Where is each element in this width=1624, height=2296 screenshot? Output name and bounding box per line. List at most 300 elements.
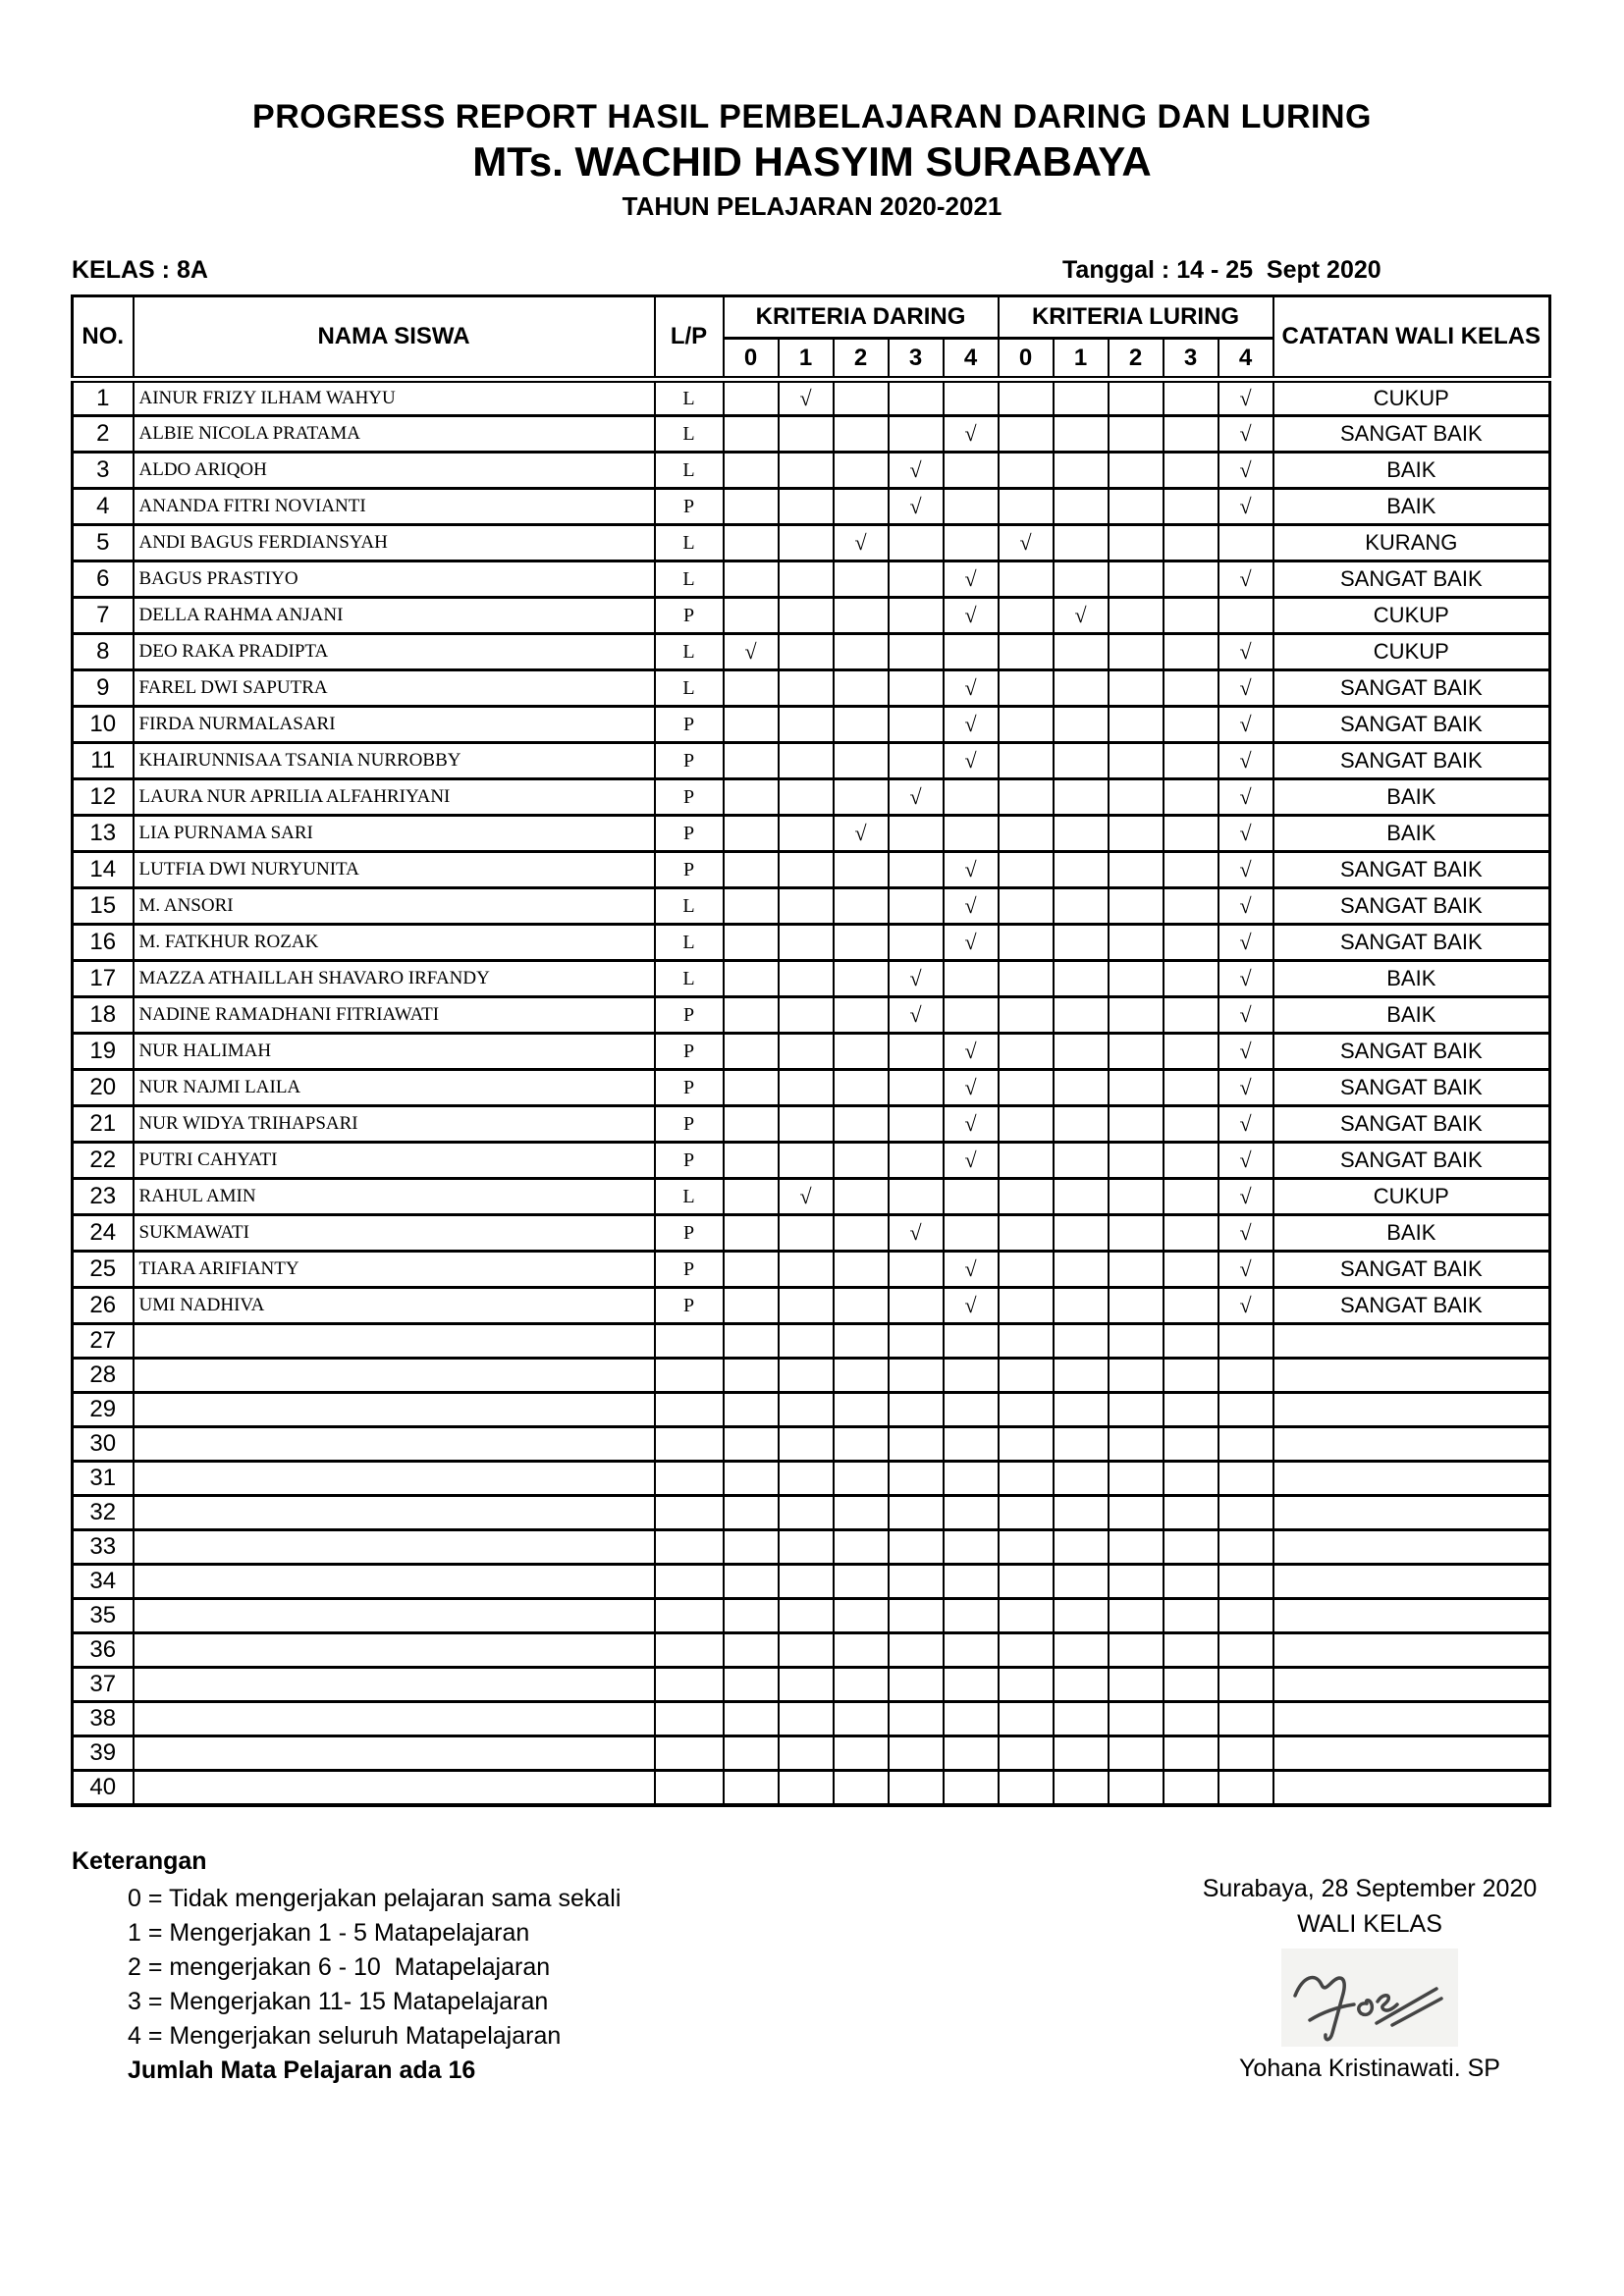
luring-score-cell xyxy=(1164,1736,1218,1771)
daring-score-cell xyxy=(724,489,779,525)
daring-score-cell: √ xyxy=(944,1106,999,1143)
daring-score-cell: √ xyxy=(779,1179,834,1215)
teacher-note-cell xyxy=(1273,1599,1550,1633)
daring-score-cell xyxy=(889,1179,944,1215)
daring-score-cell xyxy=(724,1179,779,1215)
luring-score-cell xyxy=(1164,1359,1218,1393)
luring-score-col-header: 4 xyxy=(1218,339,1273,380)
teacher-note-cell: SANGAT BAIK xyxy=(1273,561,1550,598)
daring-score-cell xyxy=(779,1496,834,1530)
daring-score-cell xyxy=(944,1324,999,1359)
luring-score-cell xyxy=(1164,1179,1218,1215)
gender-cell: P xyxy=(655,1034,724,1070)
daring-score-cell: √ xyxy=(944,416,999,453)
luring-score-cell xyxy=(999,1599,1054,1633)
gender-cell: P xyxy=(655,1106,724,1143)
daring-score-cell xyxy=(724,743,779,779)
gender-cell: L xyxy=(655,416,724,453)
luring-score-cell xyxy=(1054,779,1109,816)
student-name xyxy=(134,1324,655,1359)
daring-score-cell xyxy=(889,1070,944,1106)
table-row xyxy=(73,1736,1550,1771)
luring-score-cell xyxy=(1218,1633,1273,1668)
daring-score-cell xyxy=(779,779,834,816)
daring-score-cell xyxy=(779,743,834,779)
daring-score-cell xyxy=(779,1034,834,1070)
table-row xyxy=(73,1565,1550,1599)
student-name: DELLA RAHMA ANJANI xyxy=(134,598,655,634)
luring-score-cell xyxy=(1164,1565,1218,1599)
teacher-note-cell: SANGAT BAIK xyxy=(1273,1252,1550,1288)
row-number: 3 xyxy=(73,453,134,489)
luring-score-cell xyxy=(1109,670,1164,707)
daring-score-cell xyxy=(779,1252,834,1288)
luring-score-cell xyxy=(999,1324,1054,1359)
daring-score-cell xyxy=(834,598,889,634)
luring-score-cell xyxy=(999,489,1054,525)
col-header-nama: NAMA SISWA xyxy=(134,296,655,380)
daring-score-col-header: 2 xyxy=(834,339,889,380)
daring-score-cell xyxy=(889,1496,944,1530)
luring-score-cell xyxy=(999,1106,1054,1143)
luring-score-cell xyxy=(999,1771,1054,1805)
luring-score-cell xyxy=(999,1215,1054,1252)
daring-score-cell xyxy=(779,1462,834,1496)
luring-score-cell xyxy=(1109,525,1164,561)
daring-score-cell xyxy=(889,1393,944,1427)
col-header-lp: L/P xyxy=(655,296,724,380)
luring-score-col-header: 3 xyxy=(1164,339,1218,380)
luring-score-cell xyxy=(999,888,1054,925)
luring-score-cell xyxy=(1164,852,1218,888)
daring-score-cell xyxy=(724,1427,779,1462)
luring-score-cell xyxy=(999,816,1054,852)
daring-score-cell xyxy=(944,1496,999,1530)
daring-score-cell xyxy=(724,416,779,453)
table-row xyxy=(73,1106,1550,1143)
daring-score-cell xyxy=(834,453,889,489)
student-name xyxy=(134,1496,655,1530)
luring-score-cell xyxy=(1109,1565,1164,1599)
date-range-label: Tanggal : 14 - 25 Sept 2020 xyxy=(1062,256,1381,284)
luring-score-cell xyxy=(999,1565,1054,1599)
daring-score-cell xyxy=(834,1668,889,1702)
row-number: 16 xyxy=(73,925,134,961)
daring-score-cell xyxy=(834,707,889,743)
gender-cell: P xyxy=(655,779,724,816)
luring-score-cell xyxy=(1164,1496,1218,1530)
luring-score-cell xyxy=(1109,852,1164,888)
gender-cell xyxy=(655,1702,724,1736)
daring-score-cell xyxy=(779,561,834,598)
daring-score-cell xyxy=(889,1771,944,1805)
row-number: 24 xyxy=(73,1215,134,1252)
luring-score-cell: √ xyxy=(1218,1034,1273,1070)
luring-score-cell xyxy=(1054,1034,1109,1070)
luring-score-cell xyxy=(1109,961,1164,997)
legend-block xyxy=(72,1847,621,2088)
luring-score-cell xyxy=(1054,453,1109,489)
teacher-note-cell: BAIK xyxy=(1273,453,1550,489)
daring-score-cell xyxy=(834,670,889,707)
daring-score-cell xyxy=(779,707,834,743)
teacher-note-cell: BAIK xyxy=(1273,489,1550,525)
daring-score-cell xyxy=(724,561,779,598)
table-row xyxy=(73,1702,1550,1736)
daring-score-cell xyxy=(834,561,889,598)
luring-score-cell: √ xyxy=(1218,779,1273,816)
luring-score-cell xyxy=(1109,1252,1164,1288)
row-number: 1 xyxy=(73,380,134,416)
table-row xyxy=(73,1427,1550,1462)
daring-score-cell xyxy=(724,525,779,561)
luring-score-cell: √ xyxy=(1218,1070,1273,1106)
row-number: 39 xyxy=(73,1736,134,1771)
student-name: LUTFIA DWI NURYUNITA xyxy=(134,852,655,888)
luring-score-cell: √ xyxy=(1218,1143,1273,1179)
daring-score-cell xyxy=(834,1530,889,1565)
luring-score-cell xyxy=(999,1288,1054,1324)
daring-score-cell xyxy=(724,1565,779,1599)
luring-score-cell xyxy=(1109,1359,1164,1393)
row-number: 23 xyxy=(73,1179,134,1215)
daring-score-cell xyxy=(724,598,779,634)
luring-score-cell xyxy=(1054,1215,1109,1252)
daring-score-cell xyxy=(779,1106,834,1143)
student-name: RAHUL AMIN xyxy=(134,1179,655,1215)
luring-score-cell xyxy=(1218,1427,1273,1462)
table-row xyxy=(73,453,1550,489)
daring-score-cell: √ xyxy=(944,707,999,743)
luring-score-cell xyxy=(1218,1599,1273,1633)
daring-score-cell: √ xyxy=(944,1288,999,1324)
daring-score-cell: √ xyxy=(889,779,944,816)
daring-score-cell xyxy=(889,1599,944,1633)
student-name: UMI NADHIVA xyxy=(134,1288,655,1324)
gender-cell xyxy=(655,1496,724,1530)
row-number: 37 xyxy=(73,1668,134,1702)
table-row xyxy=(73,1215,1550,1252)
daring-score-cell xyxy=(834,1736,889,1771)
luring-score-cell xyxy=(1218,1324,1273,1359)
luring-score-cell xyxy=(1164,1668,1218,1702)
luring-score-cell xyxy=(1109,997,1164,1034)
luring-score-cell xyxy=(1054,1143,1109,1179)
luring-score-cell: √ xyxy=(1054,598,1109,634)
student-name: AINUR FRIZY ILHAM WAHYU xyxy=(134,380,655,416)
luring-score-cell: √ xyxy=(1218,416,1273,453)
daring-score-cell xyxy=(889,1143,944,1179)
luring-score-cell xyxy=(999,598,1054,634)
student-name: KHAIRUNNISAA TSANIA NURROBBY xyxy=(134,743,655,779)
luring-score-cell xyxy=(999,1393,1054,1427)
teacher-note-cell: SANGAT BAIK xyxy=(1273,1288,1550,1324)
table-row xyxy=(73,816,1550,852)
luring-score-cell xyxy=(1109,1288,1164,1324)
luring-score-cell xyxy=(1109,1179,1164,1215)
luring-score-cell xyxy=(1164,1034,1218,1070)
daring-score-cell xyxy=(944,489,999,525)
daring-score-cell xyxy=(889,670,944,707)
daring-score-cell xyxy=(724,1359,779,1393)
student-name: FAREL DWI SAPUTRA xyxy=(134,670,655,707)
row-number: 11 xyxy=(73,743,134,779)
daring-score-cell xyxy=(834,1179,889,1215)
legend-item: 0 = Tidak mengerjakan pelajaran sama sekali xyxy=(128,1885,622,1912)
teacher-note-cell: BAIK xyxy=(1273,997,1550,1034)
luring-score-cell xyxy=(1109,489,1164,525)
row-number: 36 xyxy=(73,1633,134,1668)
daring-score-cell xyxy=(944,1771,999,1805)
luring-score-cell xyxy=(1054,1462,1109,1496)
table-row xyxy=(73,634,1550,670)
luring-score-cell xyxy=(1164,1252,1218,1288)
luring-score-cell xyxy=(1054,1771,1109,1805)
daring-score-cell xyxy=(724,1070,779,1106)
daring-score-cell xyxy=(779,1668,834,1702)
luring-score-cell xyxy=(1109,816,1164,852)
teacher-note-cell xyxy=(1273,1633,1550,1668)
daring-score-cell xyxy=(724,997,779,1034)
luring-score-cell xyxy=(1054,816,1109,852)
daring-score-cell xyxy=(779,1070,834,1106)
daring-score-cell xyxy=(889,1359,944,1393)
gender-cell xyxy=(655,1462,724,1496)
luring-score-cell: √ xyxy=(1218,1215,1273,1252)
luring-score-cell xyxy=(1109,634,1164,670)
table-row xyxy=(73,1252,1550,1288)
teacher-note-cell: SANGAT BAIK xyxy=(1273,1143,1550,1179)
daring-score-cell xyxy=(724,707,779,743)
gender-cell xyxy=(655,1359,724,1393)
gender-cell: P xyxy=(655,1070,724,1106)
student-name xyxy=(134,1530,655,1565)
luring-score-cell xyxy=(1218,1530,1273,1565)
daring-score-cell xyxy=(834,1143,889,1179)
daring-score-cell xyxy=(944,1702,999,1736)
luring-score-cell xyxy=(1054,852,1109,888)
daring-score-cell xyxy=(779,1215,834,1252)
luring-score-cell xyxy=(999,1359,1054,1393)
teacher-note-cell xyxy=(1273,1771,1550,1805)
luring-score-cell xyxy=(1109,1633,1164,1668)
daring-score-cell xyxy=(889,1736,944,1771)
gender-cell: P xyxy=(655,1252,724,1288)
table-row xyxy=(73,525,1550,561)
luring-score-cell xyxy=(1054,1668,1109,1702)
school-name: MTs. WACHID HASYIM SURABAYA xyxy=(472,138,1152,185)
gender-cell: P xyxy=(655,816,724,852)
luring-score-cell xyxy=(1054,1179,1109,1215)
daring-score-cell xyxy=(724,1034,779,1070)
student-name: ALBIE NICOLA PRATAMA xyxy=(134,416,655,453)
student-name xyxy=(134,1633,655,1668)
daring-score-cell xyxy=(779,852,834,888)
luring-score-cell xyxy=(1109,598,1164,634)
luring-score-cell xyxy=(1054,1324,1109,1359)
luring-score-cell xyxy=(1218,1359,1273,1393)
daring-score-cell xyxy=(834,1288,889,1324)
daring-score-cell xyxy=(779,816,834,852)
student-name: ANDI BAGUS FERDIANSYAH xyxy=(134,525,655,561)
luring-score-cell xyxy=(1109,743,1164,779)
gender-cell xyxy=(655,1633,724,1668)
luring-score-cell xyxy=(999,1702,1054,1736)
gender-cell xyxy=(655,1599,724,1633)
daring-score-cell xyxy=(779,888,834,925)
daring-score-cell xyxy=(724,925,779,961)
luring-score-cell xyxy=(999,453,1054,489)
luring-score-cell xyxy=(1164,1633,1218,1668)
luring-score-cell xyxy=(1164,416,1218,453)
luring-score-cell xyxy=(1218,1668,1273,1702)
teacher-note-cell: SANGAT BAIK xyxy=(1273,670,1550,707)
luring-score-cell xyxy=(1164,670,1218,707)
daring-score-cell xyxy=(724,380,779,416)
luring-score-cell xyxy=(999,380,1054,416)
gender-cell: P xyxy=(655,997,724,1034)
table-row xyxy=(73,1496,1550,1530)
luring-score-cell xyxy=(1218,1393,1273,1427)
luring-score-cell xyxy=(1109,380,1164,416)
daring-score-cell xyxy=(724,453,779,489)
luring-score-cell: √ xyxy=(1218,743,1273,779)
row-number: 33 xyxy=(73,1530,134,1565)
luring-score-cell xyxy=(999,779,1054,816)
table-row xyxy=(73,707,1550,743)
daring-score-cell xyxy=(944,961,999,997)
table-row xyxy=(73,1633,1550,1668)
gender-cell: L xyxy=(655,925,724,961)
luring-score-cell: √ xyxy=(1218,634,1273,670)
table-row xyxy=(73,416,1550,453)
luring-score-cell xyxy=(999,1034,1054,1070)
daring-score-col-header: 4 xyxy=(944,339,999,380)
daring-score-cell xyxy=(944,1530,999,1565)
teacher-note-cell: SANGAT BAIK xyxy=(1273,1034,1550,1070)
luring-score-cell: √ xyxy=(1218,925,1273,961)
daring-score-cell xyxy=(944,1668,999,1702)
daring-score-cell xyxy=(724,1702,779,1736)
luring-score-cell xyxy=(1218,1565,1273,1599)
luring-score-cell: √ xyxy=(1218,707,1273,743)
luring-score-cell xyxy=(999,1668,1054,1702)
luring-score-cell xyxy=(1054,634,1109,670)
luring-score-cell: √ xyxy=(1218,561,1273,598)
gender-cell: P xyxy=(655,489,724,525)
daring-score-cell xyxy=(944,634,999,670)
daring-score-cell: √ xyxy=(889,997,944,1034)
student-name: FIRDA NURMALASARI xyxy=(134,707,655,743)
luring-score-cell xyxy=(1164,561,1218,598)
luring-score-cell xyxy=(1109,1702,1164,1736)
luring-score-cell xyxy=(999,670,1054,707)
luring-score-cell xyxy=(1164,1462,1218,1496)
daring-score-cell xyxy=(724,816,779,852)
daring-score-cell xyxy=(944,1736,999,1771)
luring-score-cell xyxy=(1218,598,1273,634)
luring-score-cell: √ xyxy=(1218,852,1273,888)
table-row xyxy=(73,888,1550,925)
table-row xyxy=(73,779,1550,816)
daring-score-cell xyxy=(834,1771,889,1805)
col-header-catatan: CATATAN WALI KELAS xyxy=(1273,296,1550,380)
daring-score-cell xyxy=(724,852,779,888)
gender-cell: L xyxy=(655,525,724,561)
luring-score-cell xyxy=(1109,779,1164,816)
table-row xyxy=(73,1070,1550,1106)
luring-score-cell xyxy=(1109,1324,1164,1359)
signature-scribble-icon xyxy=(1281,1949,1458,2047)
daring-score-cell xyxy=(834,1462,889,1496)
student-name: DEO RAKA PRADIPTA xyxy=(134,634,655,670)
table-row xyxy=(73,489,1550,525)
row-number: 2 xyxy=(73,416,134,453)
table-row xyxy=(73,670,1550,707)
gender-cell: L xyxy=(655,634,724,670)
daring-score-cell xyxy=(834,1702,889,1736)
daring-score-cell xyxy=(834,852,889,888)
luring-score-cell: √ xyxy=(1218,888,1273,925)
luring-score-cell xyxy=(1109,707,1164,743)
luring-score-cell xyxy=(1164,489,1218,525)
luring-score-cell xyxy=(1164,997,1218,1034)
row-number: 31 xyxy=(73,1462,134,1496)
daring-score-cell xyxy=(724,961,779,997)
luring-score-cell xyxy=(999,416,1054,453)
daring-score-cell xyxy=(724,1599,779,1633)
luring-score-cell xyxy=(999,707,1054,743)
row-number: 34 xyxy=(73,1565,134,1599)
student-name: ALDO ARIQOH xyxy=(134,453,655,489)
daring-score-cell xyxy=(889,1565,944,1599)
student-name xyxy=(134,1668,655,1702)
signature-place-date: Surabaya, 28 September 2020 xyxy=(1202,1875,1538,1902)
daring-score-cell xyxy=(944,816,999,852)
daring-score-cell: √ xyxy=(889,961,944,997)
row-number: 6 xyxy=(73,561,134,598)
luring-score-cell xyxy=(1054,525,1109,561)
luring-score-cell: √ xyxy=(1218,961,1273,997)
row-number: 30 xyxy=(73,1427,134,1462)
teacher-note-cell xyxy=(1273,1530,1550,1565)
daring-score-cell xyxy=(944,1599,999,1633)
table-row xyxy=(73,1599,1550,1633)
teacher-note-cell xyxy=(1273,1565,1550,1599)
student-name: LIA PURNAMA SARI xyxy=(134,816,655,852)
daring-score-cell xyxy=(779,1393,834,1427)
gender-cell xyxy=(655,1324,724,1359)
daring-score-cell xyxy=(889,925,944,961)
luring-score-cell xyxy=(1054,1427,1109,1462)
daring-score-cell xyxy=(724,1462,779,1496)
student-name: NUR NAJMI LAILA xyxy=(134,1070,655,1106)
luring-score-cell xyxy=(999,1070,1054,1106)
student-name: NUR HALIMAH xyxy=(134,1034,655,1070)
report-title: PROGRESS REPORT HASIL PEMBELAJARAN DARING DAN LURING xyxy=(252,98,1372,135)
legend-item: 2 = mengerjakan 6 - 10 Matapelajaran xyxy=(128,1953,551,1981)
luring-score-cell: √ xyxy=(1218,670,1273,707)
daring-score-cell xyxy=(944,453,999,489)
daring-score-cell xyxy=(724,1106,779,1143)
gender-cell xyxy=(655,1736,724,1771)
teacher-note-cell: SANGAT BAIK xyxy=(1273,1070,1550,1106)
class-label: KELAS : 8A xyxy=(72,256,208,284)
luring-score-cell xyxy=(1054,561,1109,598)
daring-score-cell xyxy=(944,1565,999,1599)
gender-cell xyxy=(655,1771,724,1805)
gender-cell: P xyxy=(655,852,724,888)
